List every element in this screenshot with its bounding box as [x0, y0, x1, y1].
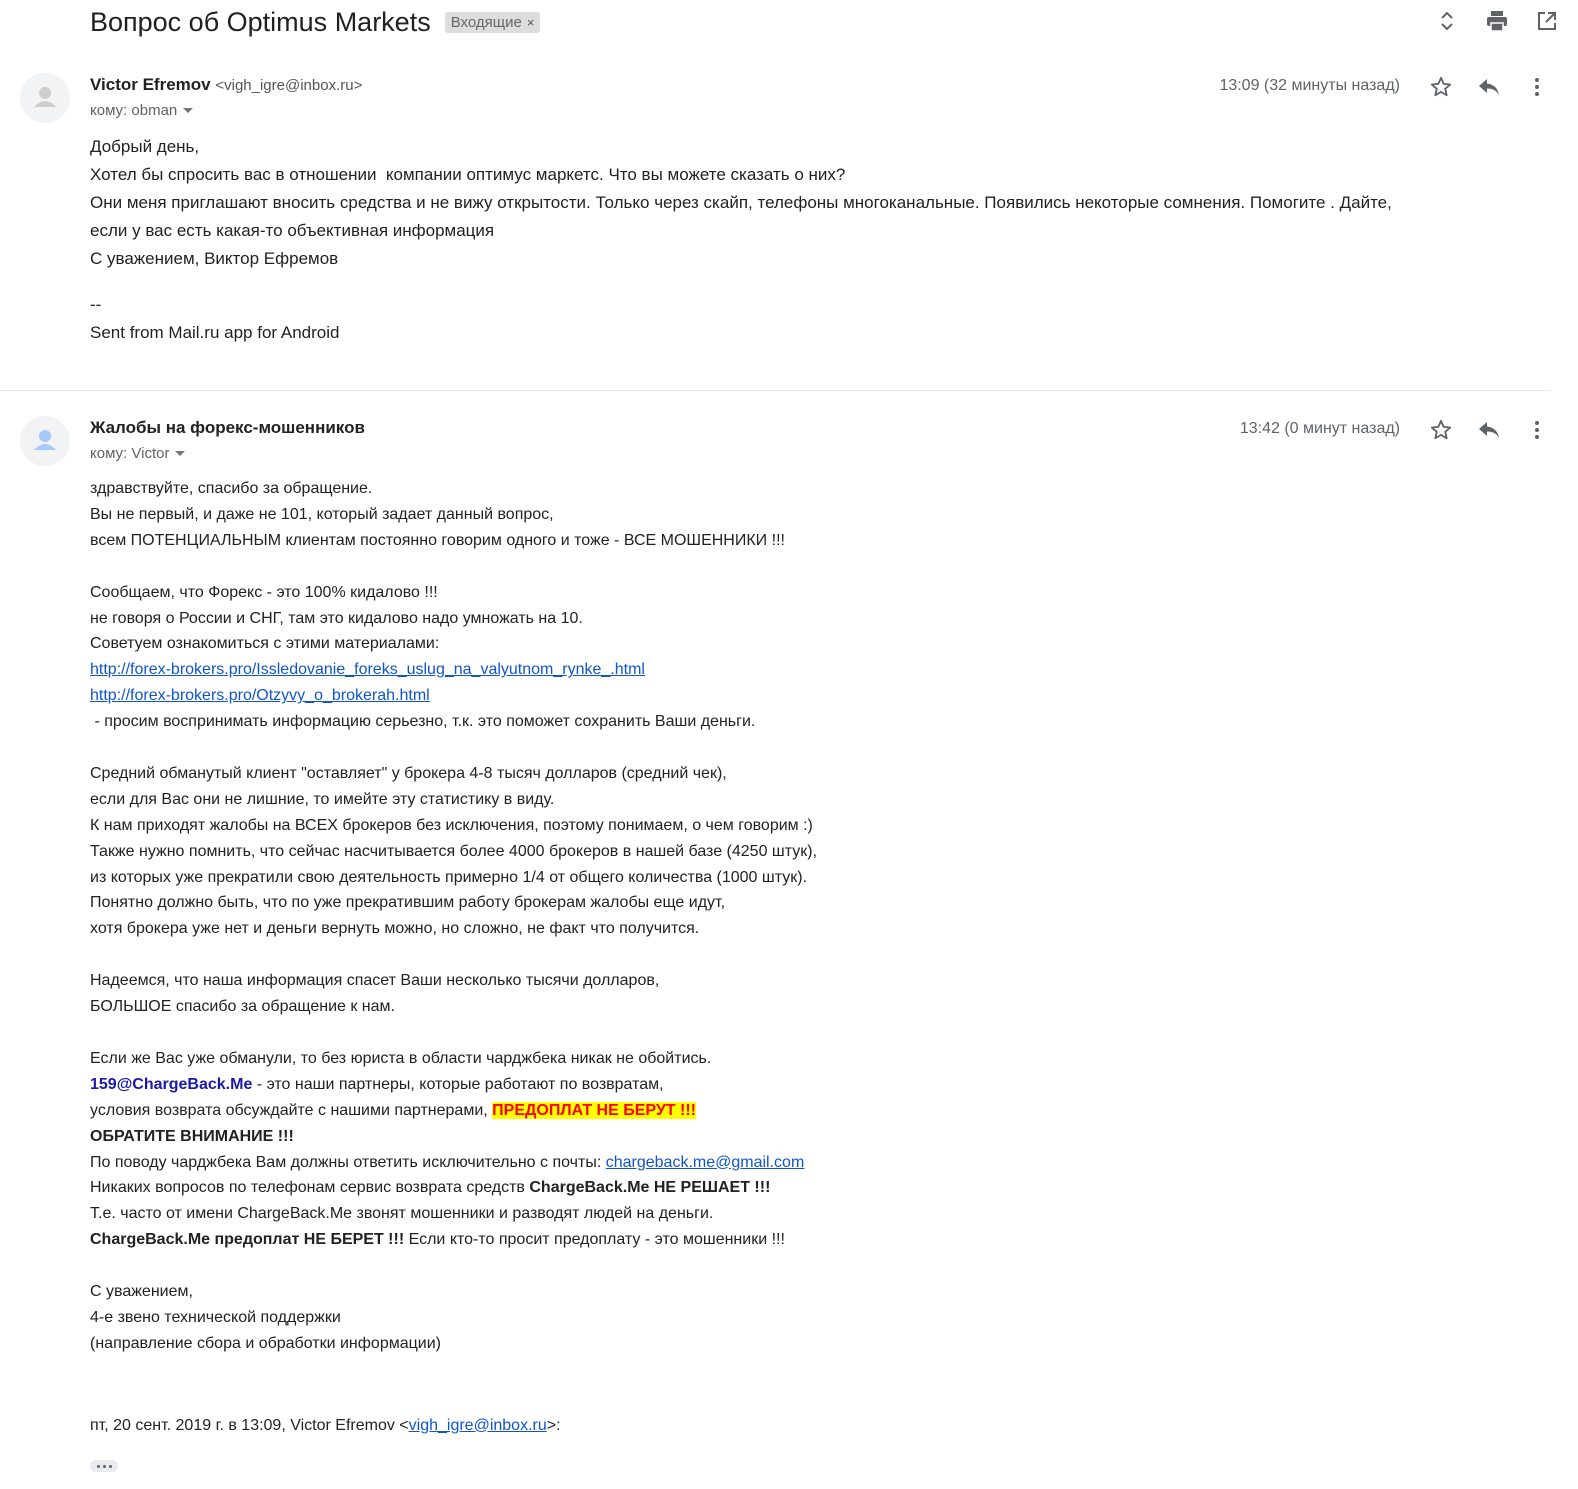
body-line: Они меня приглашают вносить средства и не вижу открытости. Только через скайп, телефоны многоканальные. Появились некоторые сомнения. Помогите . Дайте,: [90, 193, 1392, 212]
inbox-label-chip[interactable]: [445, 12, 541, 33]
body-line: хотя брокера уже нет и деньги вернуть можно, но сложно, не факт что получится.: [90, 920, 700, 938]
body-line: [90, 1098, 817, 1124]
message-actions: [1428, 417, 1550, 443]
message-time: 13:42 (0 минут назад): [1239, 420, 1400, 437]
body-line: С уважением,: [90, 1283, 193, 1301]
body-text: Никаких вопросов по телефонам сервис возврата средств: [90, 1179, 530, 1197]
body-text: По поводу чарджбека Вам должны ответить исключительно с почты:: [90, 1153, 606, 1171]
body-line: С уважением, Виктор Ефремов: [90, 249, 339, 268]
body-line: Надеемся, что наша информация спасет Ваши несколько тысячи долларов,: [90, 972, 660, 990]
body-line: если у вас есть какая-то объективная информация: [90, 221, 495, 240]
sender-name[interactable]: Victor Efremov: [90, 75, 211, 94]
body-line: Если же Вас уже обманули, то без юриста в области чарджбека никак не обойтись.: [90, 1049, 712, 1067]
body-line: если для Вас они не лишние, то имейте эту статистику в виду.: [90, 790, 555, 808]
body-line: всем ПОТЕНЦИАЛЬНЫМ клиентам постоянно говорим одного и тоже - ВСЕ МОШЕННИКИ !!!: [90, 531, 785, 549]
show-details-chevron-icon[interactable]: [175, 451, 185, 456]
bold-text: ChargeBack.Me предоплат: [90, 1231, 304, 1249]
body-line: [90, 1150, 817, 1176]
default-avatar-icon: [20, 73, 70, 123]
thread-subject: Вопрос об Optimus Markets: [90, 6, 431, 37]
body-line: БОЛЬШОЕ спасибо за обращение к нам.: [90, 998, 395, 1016]
star-icon[interactable]: [1428, 74, 1454, 100]
message-time: 13:09 (32 минуты назад): [1219, 77, 1400, 94]
sender-line: [90, 75, 362, 95]
body-line: Сообщаем, что Форекс - это 100% кидалово !!!: [90, 583, 438, 601]
body-line: Добрый день,: [90, 137, 200, 156]
show-trimmed-content-button[interactable]: [90, 1460, 118, 1472]
body-line: К нам приходят жалобы на ВСЕХ брокеров без исключения, поэтому понимаем, о чем говорим :): [90, 816, 813, 834]
body-line: здравствуйте, спасибо за обращение.: [90, 480, 373, 497]
body-line: [90, 1175, 817, 1201]
bold-text: ChargeBack.Me НЕ РЕШАЕТ !!!: [529, 1179, 771, 1197]
quote-header: [90, 1413, 817, 1439]
sender-name[interactable]: Жалобы на форекс-мошенников: [90, 418, 365, 437]
quote-text: >:: [546, 1416, 561, 1434]
body-line: (направление сбора и обработки информации): [90, 1334, 441, 1352]
more-options-icon[interactable]: [1524, 417, 1550, 443]
quote-email-link[interactable]: vigh_igre@inbox.ru: [408, 1416, 547, 1434]
recipient-text: кому: Victor: [90, 445, 170, 462]
attention-line: ОБРАТИТЕ ВНИМАНИЕ !!!: [90, 1127, 294, 1145]
signature: Sent from Mail.ru app for Android: [90, 323, 340, 342]
body-line: из которых уже прекратили свою деятельность примерно 1/4 от общего количества (1000 штук).: [90, 868, 808, 886]
recipient-text: кому: obman: [90, 102, 178, 119]
broker-reviews-link[interactable]: http://forex-brokers.pro/Otzyvy_o_brokerah.html: [90, 687, 430, 705]
avatar: [20, 416, 70, 466]
body-text: - это наши партнеры, которые работают по возвратам,: [252, 1075, 664, 1093]
signature-separator: --: [90, 295, 102, 314]
star-icon[interactable]: [1428, 417, 1454, 443]
chargeback-gmail-link[interactable]: chargeback.me@gmail.com: [605, 1153, 805, 1171]
body-line: [90, 1227, 817, 1253]
body-line: Также нужно помнить, что сейчас насчитывается более 4000 брокеров в нашей базе (4250 штук),: [90, 842, 818, 860]
show-details-chevron-icon[interactable]: [183, 108, 193, 113]
message-actions: [1428, 74, 1550, 100]
reply-icon[interactable]: [1476, 417, 1502, 443]
body-line: Хотел бы спросить вас в отношении компании оптимус маркетс. Что вы можете сказать о них?: [90, 165, 846, 184]
message-body: [90, 133, 1392, 347]
recipient-line: [90, 102, 193, 119]
expand-all-icon[interactable]: [1434, 8, 1460, 34]
body-line: - просим воспринимать информацию серьезно, т.к. это поможет сохранить Ваши деньги.: [90, 713, 756, 731]
highlighted-warning: ПРЕДОПЛАТ НЕ БЕРУТ !!!: [492, 1101, 697, 1119]
user-avatar-icon: [20, 416, 70, 466]
reply-icon[interactable]: [1476, 74, 1502, 100]
quote-text: пт, 20 сент. 2019 г. в 13:09, Victor Efremov <: [90, 1416, 409, 1434]
body-line: 4-е звено технической поддержки: [90, 1308, 341, 1326]
body-text: условия возврата обсуждайте с нашими партнерами,: [90, 1101, 493, 1119]
message-divider: [0, 390, 1550, 391]
sender-email: <vigh_igre@inbox.ru>: [215, 77, 363, 94]
message-body: [90, 476, 817, 1438]
open-in-new-window-icon[interactable]: [1534, 8, 1560, 34]
body-line: не говоря о России и СНГ, там это кидалово надо умножать на 10.: [90, 609, 583, 627]
sender-line: [90, 418, 365, 438]
body-line: Т.е. часто от имени ChargeBack.Me звонят мошенники и разводят людей на деньги.: [90, 1205, 714, 1223]
recipient-line: [90, 445, 185, 462]
body-line: Понятно должно быть, что по уже прекратившим работу брокерам жалобы еще идут,: [90, 894, 726, 912]
bold-text: НЕ БЕРЕТ !!!: [303, 1231, 405, 1249]
print-icon[interactable]: [1484, 8, 1510, 34]
thread-toolbar: [1434, 8, 1560, 34]
chargeback-partner-email: 159@ChargeBack.Me: [90, 1075, 253, 1093]
body-line: [90, 1072, 817, 1098]
label-text: Входящие: [450, 13, 522, 31]
body-line: Средний обманутый клиент "оставляет" у брокера 4-8 тысяч долларов (средний чек),: [90, 764, 727, 782]
more-options-icon[interactable]: [1524, 74, 1550, 100]
thread-header: [90, 4, 540, 40]
forex-research-link[interactable]: http://forex-brokers.pro/Issledovanie_foreks_uslug_na_valyutnom_rynke_.html: [90, 661, 645, 679]
remove-label-icon[interactable]: ×: [526, 14, 535, 30]
body-text: Если кто-то просит предоплату - это мошенники !!!: [404, 1231, 785, 1249]
body-line: Советуем ознакомиться с этими материалами:: [90, 635, 440, 653]
body-line: Вы не первый, и даже не 101, который задает данный вопрос,: [90, 505, 554, 523]
avatar: [20, 73, 70, 123]
